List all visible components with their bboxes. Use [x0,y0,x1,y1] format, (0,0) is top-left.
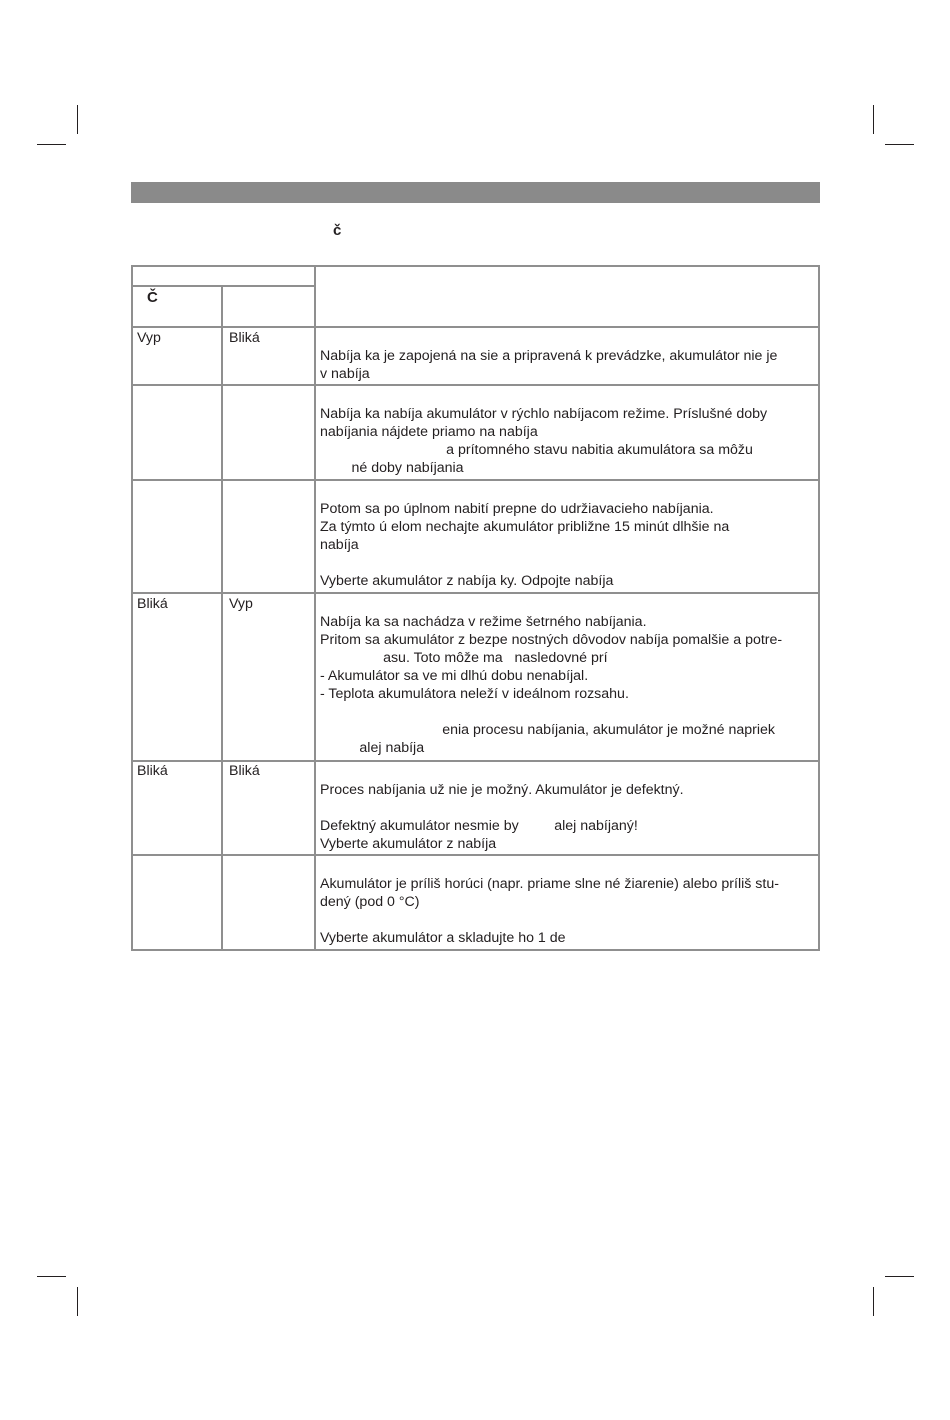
row-2-description: Nabíja ka nabíja akumulátor v rýchlo nabíjacom režime. Príslušné doby nabíjania nájdete priamo na nabíja a prítomného stavu nabitia akumulátora sa môžu né doby nabíjania [320,406,768,476]
row-divider [131,384,820,386]
row-4-description: Nabíja ka sa nachádza v režime šetrného nabíjania. Pritom sa akumulátor z bezpe nostných dôvodov nabíja pomalšie a potre- asu. Toto môže ma nasledovné prí - Akumulátor sa ve mi dlhú dobu nenabíjal. - Teplota akumulátora neleží v ideálnom rozsahu. enia procesu nabíjania, akumulátor je možné napriek alej nabíja [320,614,783,756]
row-divider [131,854,820,856]
crop-mark [885,144,914,145]
row-5-col1: Bliká [137,763,168,779]
row-6-description: Akumulátor je príliš horúci (napr. priame slne né žiarenie) alebo príliš stu- dený (pod 0 °C) Vyberte akumulátor a skladujte ho 1 de [320,876,779,946]
row-4-col2: Vyp [229,596,253,612]
section-header-bar [131,182,820,203]
crop-mark [37,144,66,145]
row-5-col2: Bliká [229,763,260,779]
column-divider [314,265,316,951]
row-1-description: Nabíja ka je zapojená na sie a pripravená k prevádzke, akumulátor nie je v nabíja [320,348,778,382]
section-subheading: č [333,222,342,239]
crop-mark [77,1287,78,1316]
row-divider [131,326,820,328]
crop-mark [873,1287,874,1316]
crop-mark [37,1276,66,1277]
header-divider [131,285,315,287]
table-border-right [818,265,820,951]
row-4-col1: Bliká [137,596,168,612]
column-divider [221,285,223,951]
crop-mark [885,1276,914,1277]
row-1-col2: Bliká [229,330,260,346]
status-table [131,265,820,951]
table-border-top [131,265,820,267]
table-border-left [131,265,133,951]
row-divider [131,592,820,594]
crop-mark [77,105,78,134]
header-col1-sub: Č [147,289,158,306]
row-3-description: Potom sa po úplnom nabití prepne do udržiavacieho nabíjania. Za týmto ú elom nechajte akumulátor približne 15 minút dlhšie na nabíja Vyberte akumulátor z nabíja ky. Odpojte nabíja [320,501,730,589]
table-border-bottom [131,949,820,951]
crop-mark [873,105,874,134]
row-5-description: Proces nabíjania už nie je možný. Akumulátor je defektný. Defektný akumulátor nesmie by alej nabíjaný! Vyberte akumulátor z nabíja [320,782,684,852]
row-1-col1: Vyp [137,330,161,346]
row-divider [131,479,820,481]
